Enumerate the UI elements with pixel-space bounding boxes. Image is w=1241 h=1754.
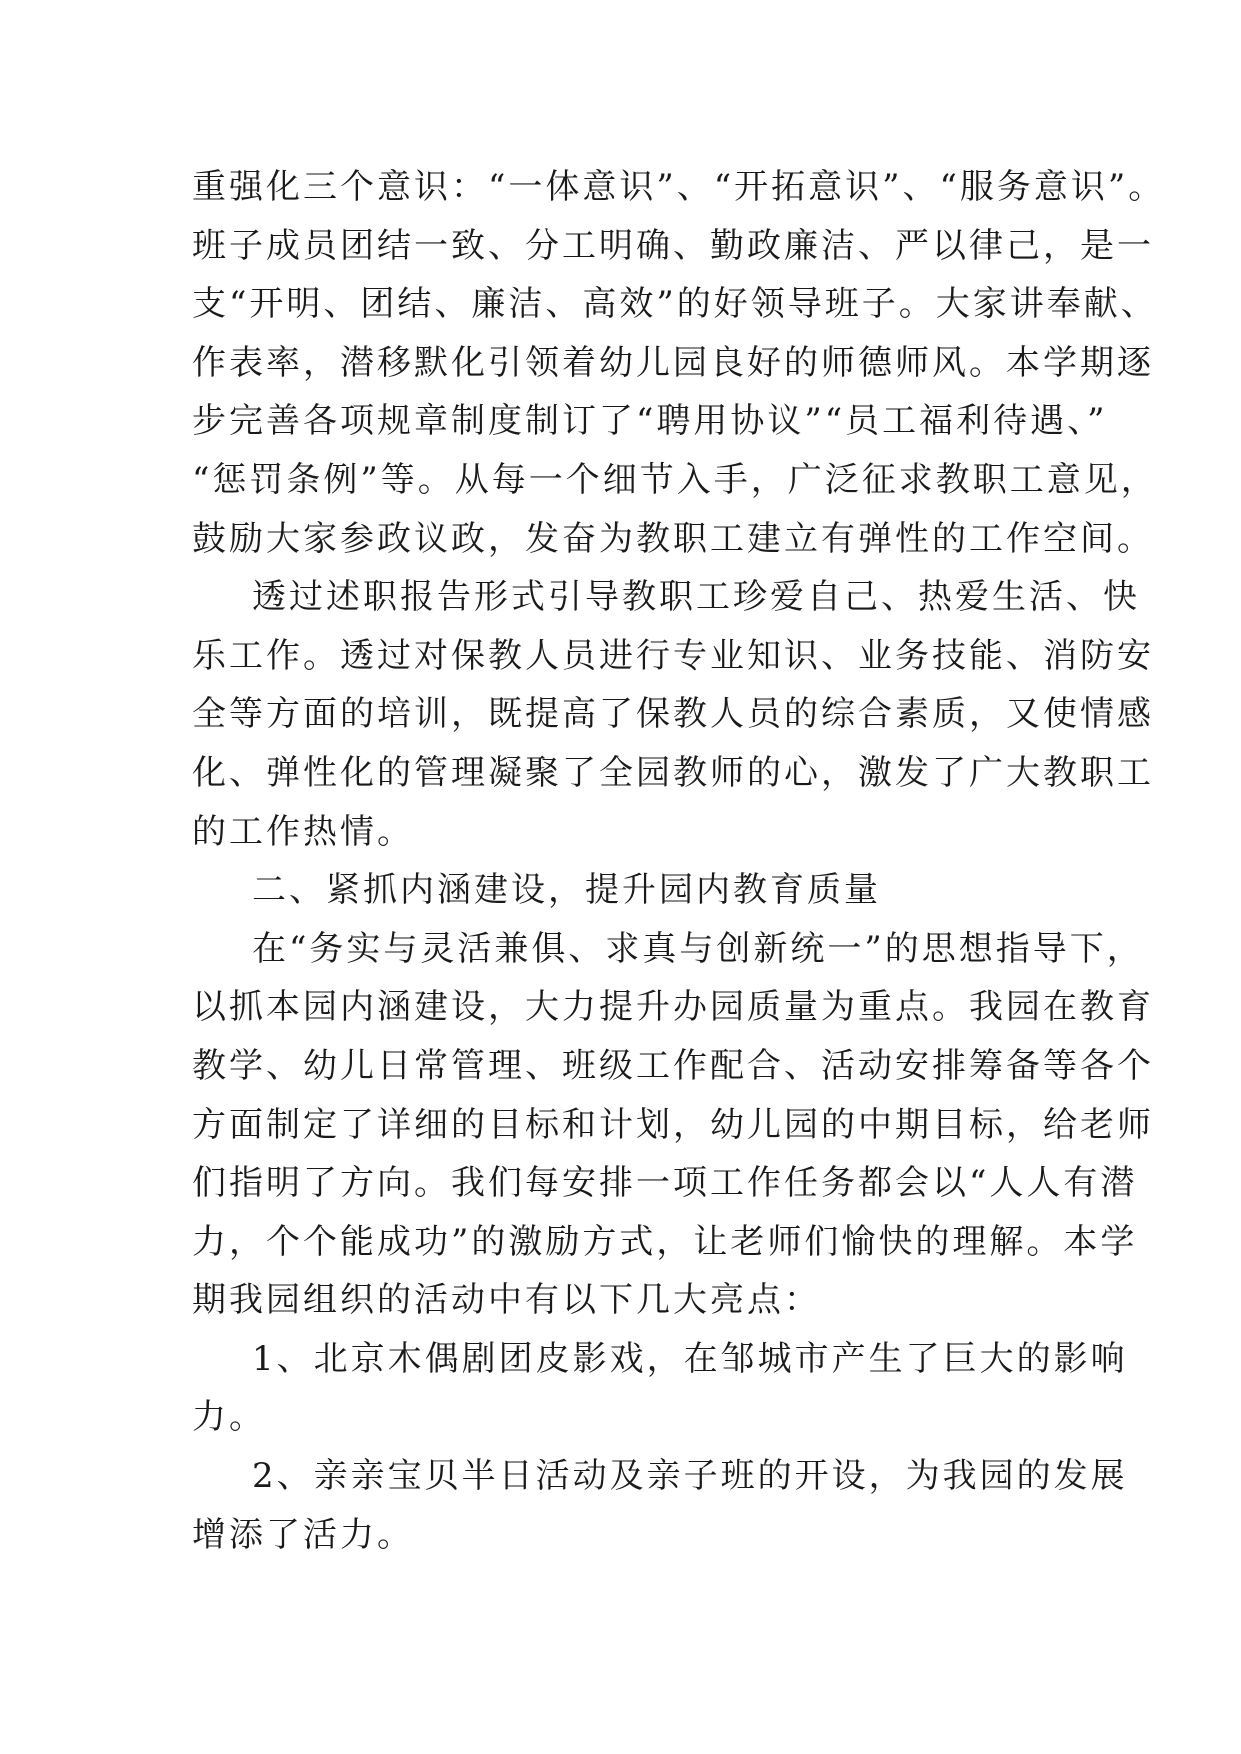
text-line: 化、弹性化的管理凝聚了全园教师的心，激发了广大教职工 <box>192 752 1154 793</box>
text-line: 作表率，潜移默化引领着幼儿园良好的师德师风。本学期逐 <box>192 342 1154 383</box>
text-line: 2、亲亲宝贝半日活动及亲子班的开设，为我园的发展 <box>252 1456 1128 1497</box>
text-line: 全等方面的培训，既提高了保教人员的综合素质，又使情感 <box>192 694 1154 735</box>
text-line: 透过述职报告形式引导教职工珍爱自己、热爱生活、快 <box>252 577 1140 618</box>
text-line: 期我园组织的活动中有以下几大亮点： <box>192 1280 821 1321</box>
text-line: 增添了活力。 <box>192 1514 414 1555</box>
text-line: 重强化三个意识：“一体意识”、“开拓意识”、“服务意识”。 <box>192 167 1166 207</box>
text-line: 方面制定了详细的目标和计划，幼儿园的中期目标，给老师 <box>192 1104 1154 1145</box>
text-line: 班子成员团结一致、分工明确、勤政廉洁、严以律己，是一 <box>192 225 1154 266</box>
text-line: 在“务实与灵活兼俱、求真与创新统一”的思想指导下， <box>252 928 1144 969</box>
text-line: 支“开明、团结、廉洁、高效”的好领导班子。大家讲奉献、 <box>192 284 1158 325</box>
text-line: 二、紧抓内涵建设，提升园内教育质量 <box>252 870 881 911</box>
text-line: 力，个个能成功”的激励方式，让老师们愉快的理解。本学 <box>192 1221 1138 1262</box>
text-line: 1、北京木偶剧团皮影戏，在邹城市产生了巨大的影响 <box>252 1338 1128 1379</box>
text-line: 乐工作。透过对保教人员进行专业知识、业务技能、消防安 <box>192 635 1154 676</box>
text-line: 教学、幼儿日常管理、班级工作配合、活动安排筹备等各个 <box>192 1045 1154 1086</box>
text-line: 步完善各项规章制度制订了“聘用协议”“员工福利待遇、” <box>192 401 1108 442</box>
document-body <box>192 158 1166 1564</box>
text-line: 以抓本园内涵建设，大力提升办园质量为重点。我园在教育 <box>192 987 1154 1028</box>
text-line: 鼓励大家参政议政，发奋为教职工建立有弹性的工作空间。 <box>192 518 1154 559</box>
text-line: 的工作热情。 <box>192 811 414 852</box>
text-line: “惩罚条例”等。从每一个细节入手，广泛征求教职工意见， <box>192 459 1158 500</box>
text-line: 力。 <box>192 1397 266 1438</box>
text-line: 们指明了方向。我们每安排一项工作任务都会以“人人有潜 <box>192 1163 1138 1204</box>
